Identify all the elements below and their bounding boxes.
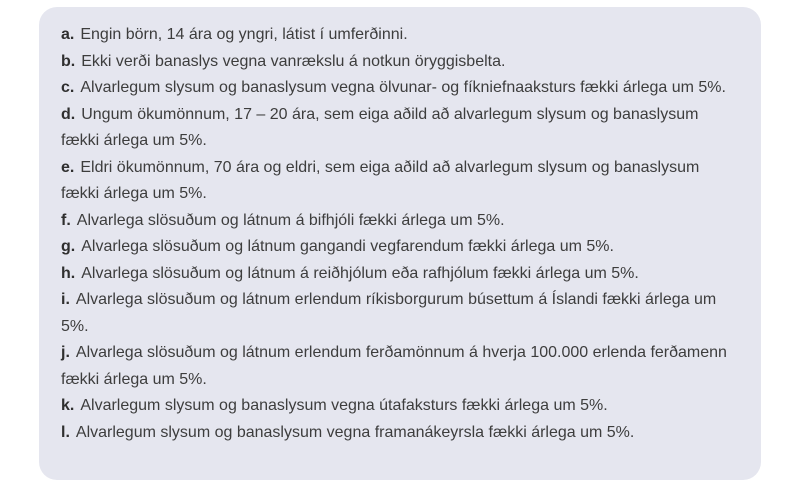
goal-text: Ungum ökumönnum, 17 – 20 ára, sem eiga aðild að alvarlegum slysum og banaslysum fækki árlega um 5%. (61, 105, 699, 149)
goal-item-l (61, 420, 739, 447)
goal-text: Alvarlega slösuðum og látnum á reiðhjólum eða rafhjólum fækki árlega um 5%. (81, 264, 639, 282)
goal-item-j (61, 340, 739, 393)
goal-item-f (61, 208, 739, 235)
goal-item-c (61, 75, 739, 102)
goals-panel (39, 7, 761, 480)
goal-text: Alvarlega slösuðum og látnum gangandi vegfarendum fækki árlega um 5%. (81, 238, 614, 255)
goal-item-d (61, 102, 739, 155)
goal-text: Alvarlegum slysum og banaslysum vegna ölvunar- og fíkniefnaaksturs fækki árlega um 5%. (80, 79, 726, 96)
goal-item-b (61, 49, 739, 76)
goal-item-a (61, 22, 739, 49)
goal-letter: k. (61, 397, 75, 414)
goal-letter: g. (61, 238, 76, 255)
goal-text: Eldri ökumönnum, 70 ára og eldri, sem eiga aðild að alvarlegum slysum og banaslysum fækki árlega um 5%. (61, 158, 700, 202)
goal-item-g (61, 234, 739, 261)
goal-item-i (61, 287, 739, 340)
goal-text: Ekki verði banaslys vegna vanrækslu á notkun öryggisbelta. (81, 52, 506, 70)
goal-text: Engin börn, 14 ára og yngri, látist í umferðinni. (80, 26, 408, 43)
goal-letter: j. (61, 344, 70, 361)
goal-text: Alvarlegum slysum og banaslysum vegna útafaksturs fækki árlega um 5%. (80, 397, 608, 414)
goal-letter: h. (61, 264, 76, 282)
goal-item-h (61, 261, 739, 288)
goal-text: Alvarlega slösuðum og látnum erlendum ferðamönnum á hverja 100.000 erlenda ferðamenn fækki árlega um 5%. (61, 344, 727, 388)
goal-letter: b. (61, 52, 76, 70)
goal-letter: a. (61, 26, 75, 43)
goal-letter: e. (61, 158, 75, 176)
goal-item-e (61, 155, 739, 208)
goal-text: Alvarlega slösuðum og látnum á bifhjóli fækki árlega um 5%. (76, 211, 505, 229)
goal-letter: l. (61, 423, 70, 441)
goal-text: Alvarlegum slysum og banaslysum vegna framanákeyrsla fækki árlega um 5%. (75, 423, 635, 441)
goal-letter: f. (61, 211, 71, 229)
goal-letter: i. (61, 291, 70, 308)
goal-letter: d. (61, 105, 76, 123)
goals-list (61, 22, 739, 446)
goal-item-k (61, 393, 739, 420)
goal-letter: c. (61, 79, 75, 96)
goal-text: Alvarlega slösuðum og látnum erlendum ríkisborgurum búsettum á Íslandi fækki árlega um 5%. (61, 291, 717, 335)
